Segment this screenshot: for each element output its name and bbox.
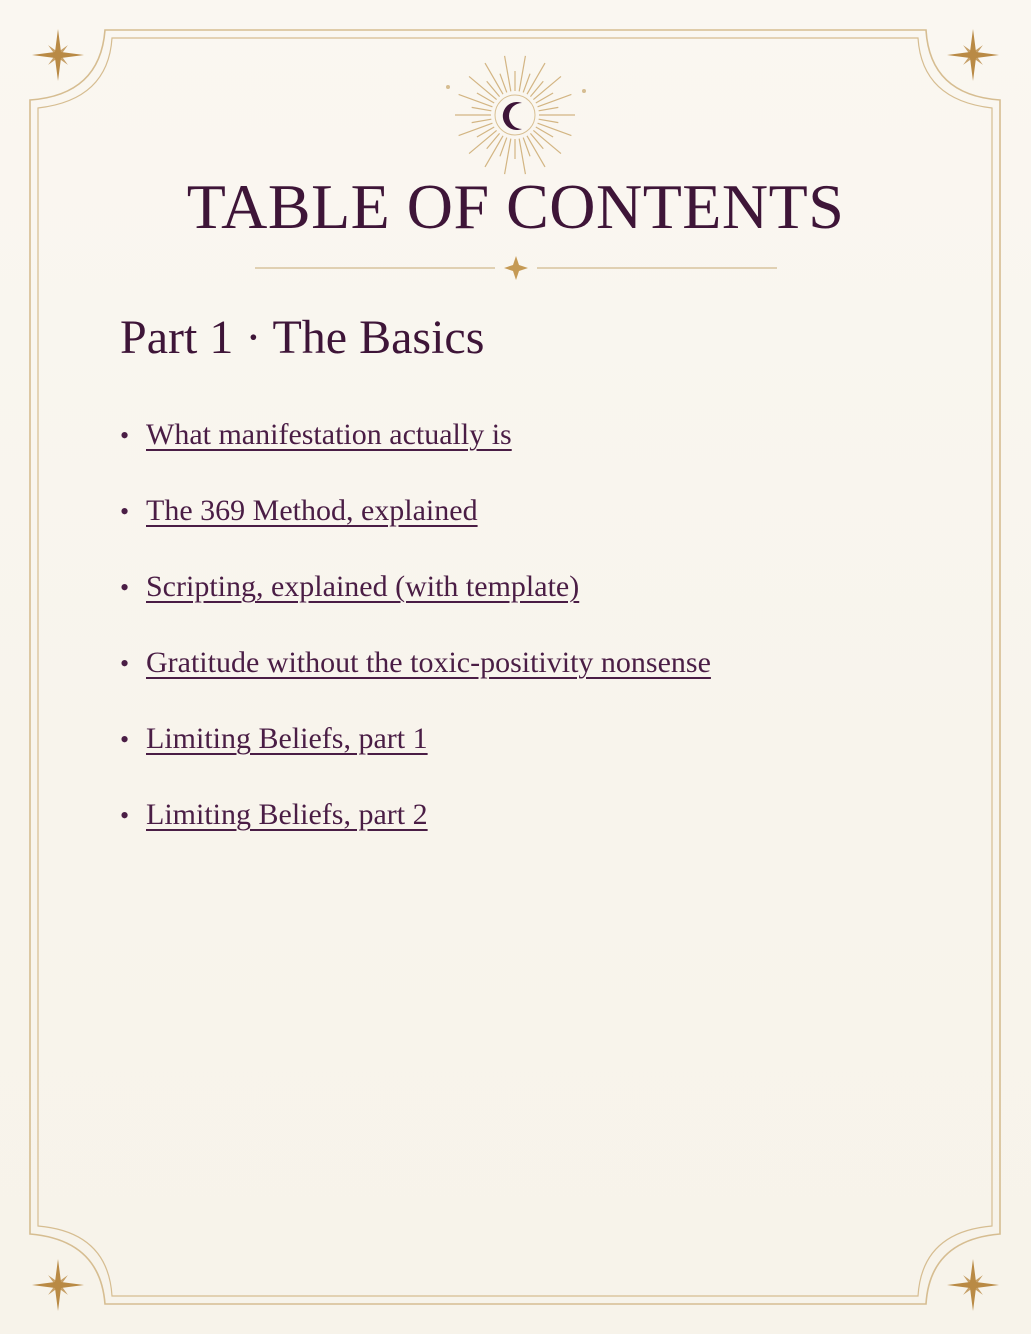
sunburst-ray — [519, 139, 525, 174]
sparkle-star-icon — [32, 29, 84, 81]
list-item — [120, 494, 711, 570]
sunburst-ray — [487, 133, 500, 148]
sunburst-ray — [530, 133, 543, 148]
sunburst-ray — [530, 81, 543, 96]
crescent-moon-shape — [503, 102, 522, 130]
title-divider — [255, 256, 777, 280]
toc-link-scripting[interactable]: Scripting, explained (with template) — [146, 570, 580, 603]
sunburst-ray — [472, 107, 492, 110]
sunburst-ray — [459, 94, 493, 106]
sparkle-star-icon — [947, 1259, 999, 1311]
sparkle-star-icon — [947, 29, 999, 81]
toc-list — [120, 418, 711, 874]
toc-link-what-manifestation-is[interactable]: What manifestation actually is — [146, 418, 512, 451]
bullet-icon: • — [120, 497, 130, 526]
list-item — [120, 722, 711, 798]
toc-link-gratitude[interactable]: Gratitude without the toxic-positivity nonsense — [146, 646, 711, 679]
toc-link-369-method[interactable]: The 369 Method, explained — [146, 494, 478, 527]
sunburst-ray — [538, 94, 572, 106]
bullet-icon: • — [120, 649, 130, 678]
list-item — [120, 570, 711, 646]
crescent-moon-sunburst-icon — [440, 45, 590, 185]
sunburst-ray — [505, 56, 511, 91]
sparkle-star-icon — [32, 1259, 84, 1311]
sunburst-ray — [459, 123, 493, 135]
sunburst-ray — [539, 119, 559, 122]
list-item — [120, 418, 711, 494]
bullet-icon: • — [120, 725, 130, 754]
bullet-icon: • — [120, 573, 130, 602]
toc-link-limiting-beliefs-1[interactable]: Limiting Beliefs, part 1 — [146, 722, 428, 755]
sunburst-ray — [519, 56, 525, 91]
bullet-icon: • — [120, 421, 130, 450]
sunburst-ray — [539, 107, 559, 110]
bullet-icon: • — [120, 801, 130, 830]
list-item — [120, 646, 711, 722]
section-heading: Part 1 · The Basics — [120, 311, 485, 364]
sunburst-ray — [472, 119, 492, 122]
sunburst-ray — [538, 123, 572, 135]
page-title: TABLE OF CONTENTS — [186, 171, 845, 242]
toc-link-limiting-beliefs-2[interactable]: Limiting Beliefs, part 2 — [146, 798, 428, 831]
sunburst-ray — [505, 139, 511, 174]
four-point-star-icon — [504, 256, 528, 280]
sunburst-ray — [487, 81, 500, 96]
list-item — [120, 798, 711, 874]
